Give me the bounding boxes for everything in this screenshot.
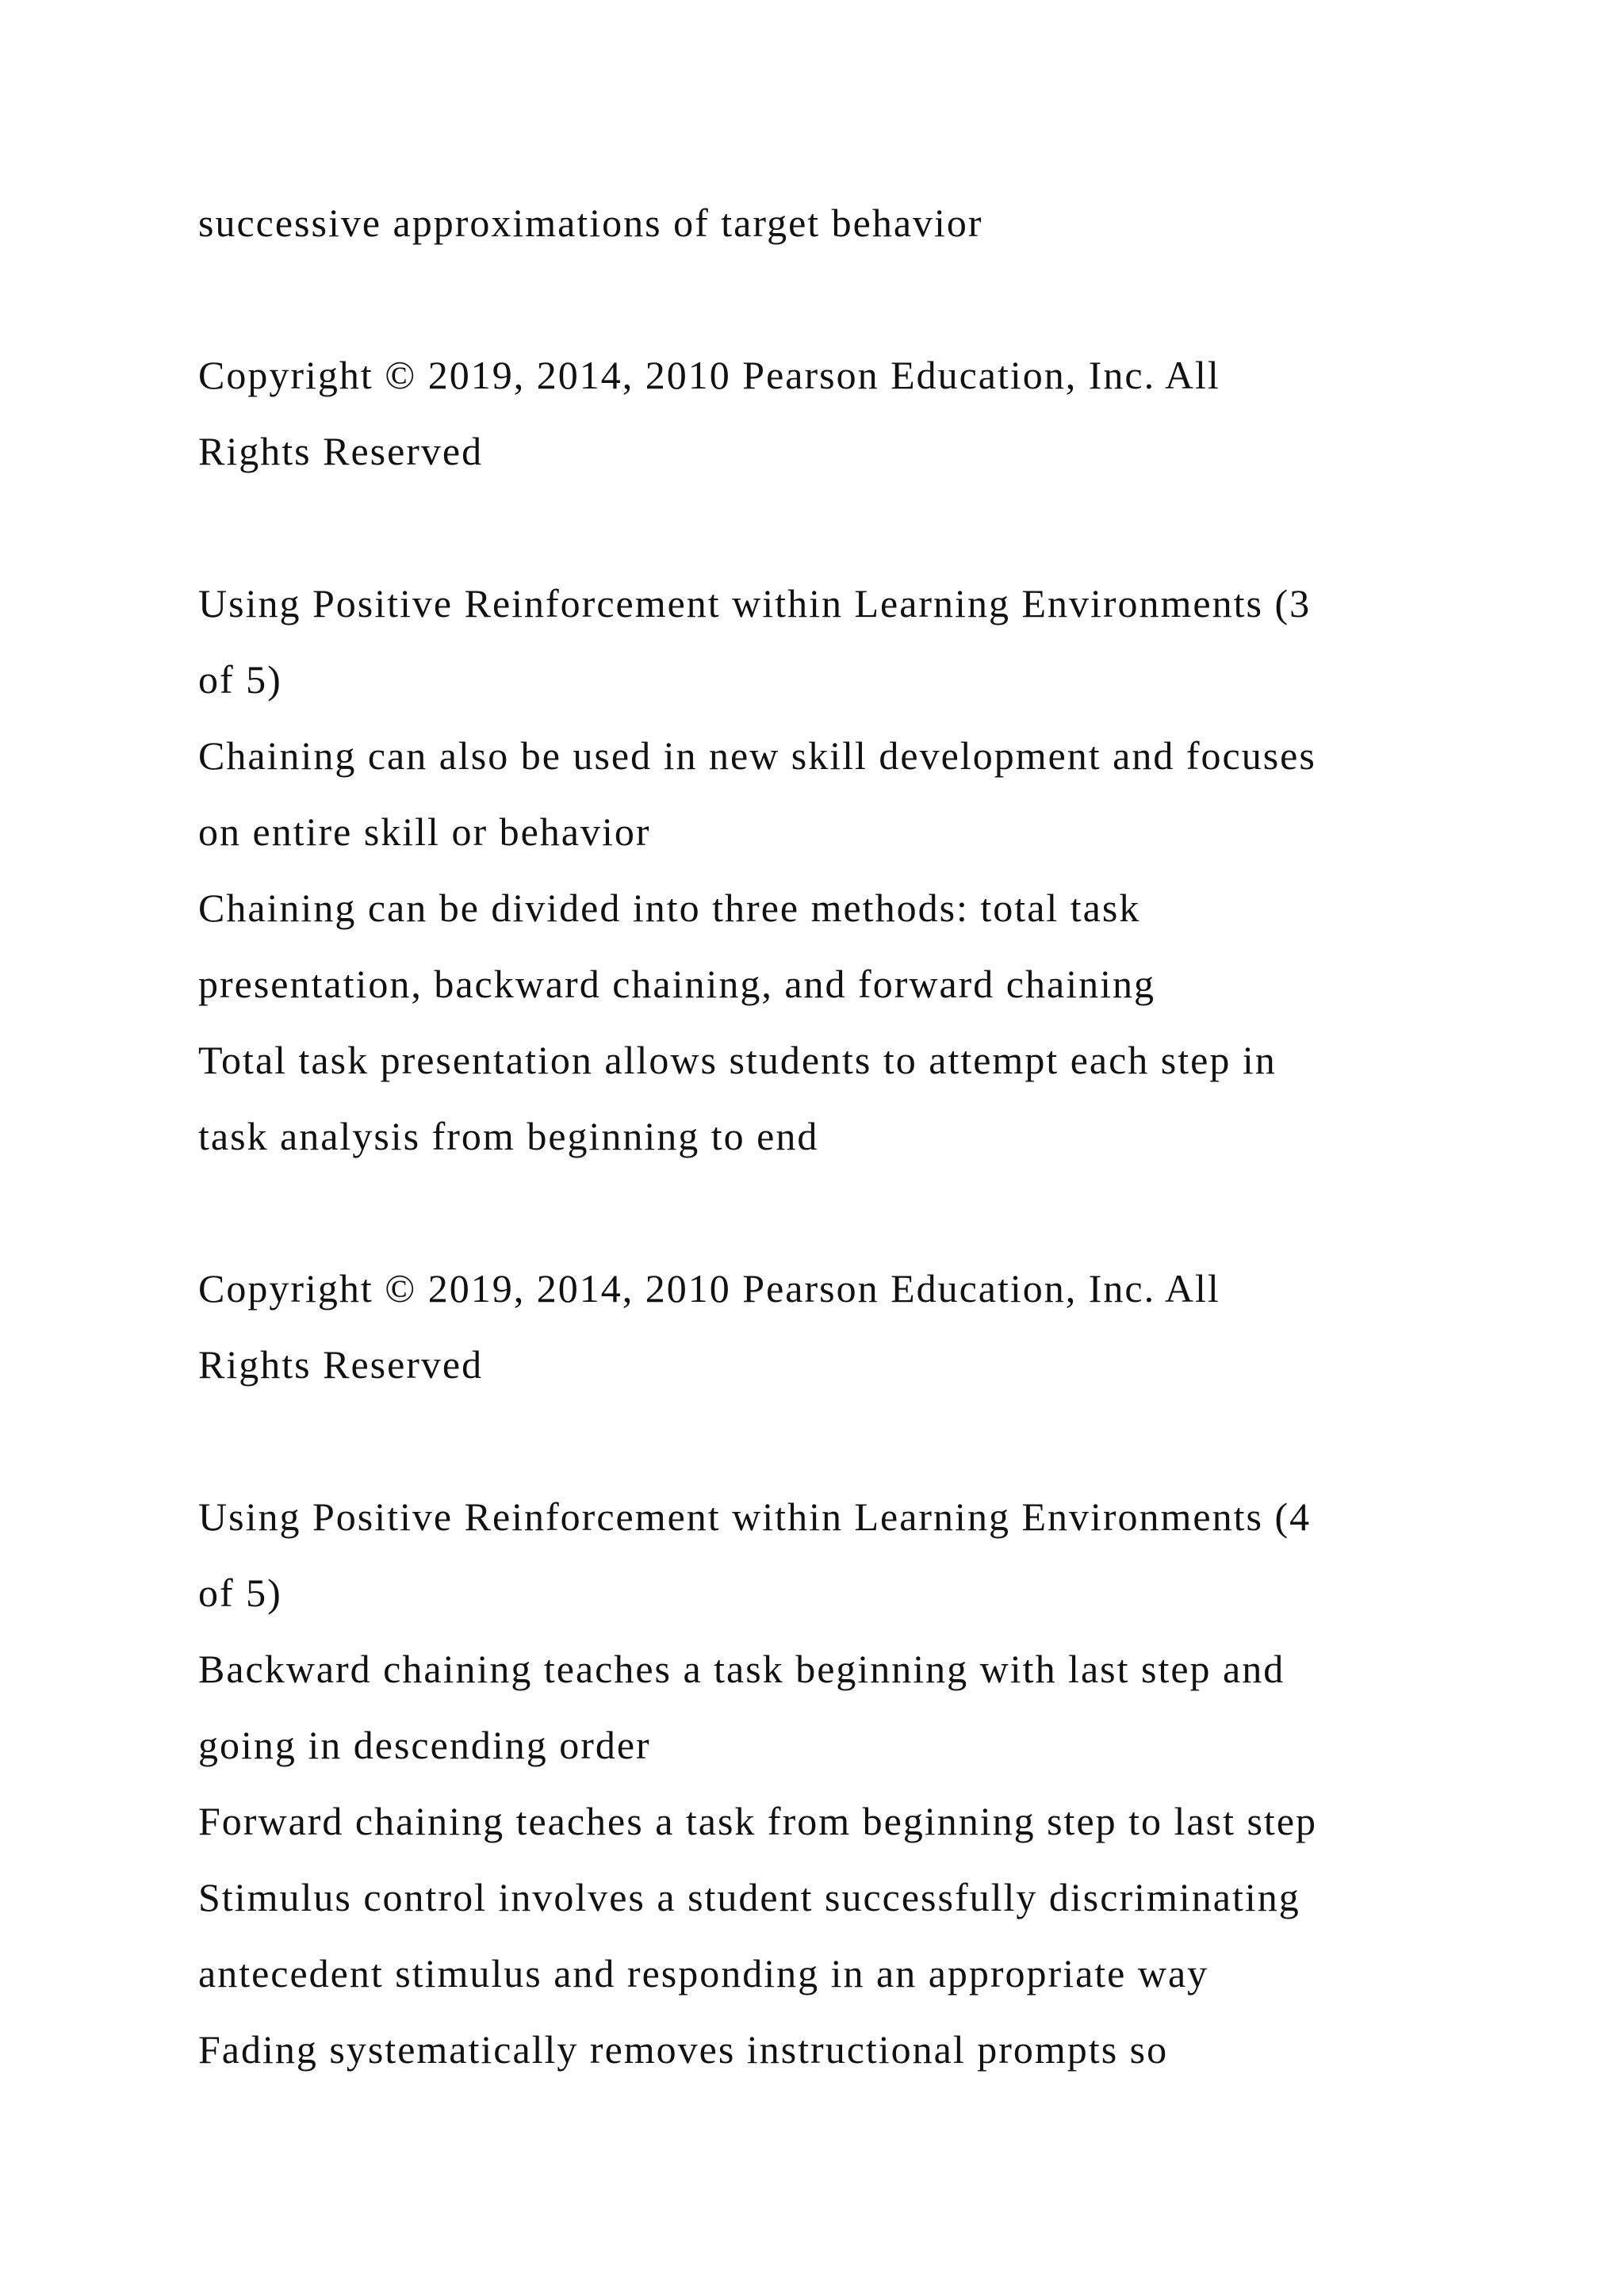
copyright-line: Rights Reserved xyxy=(198,1342,484,1387)
copyright-line: Copyright © 2019, 2014, 2010 Pearson Education, Inc. All xyxy=(198,1266,1220,1311)
document-text-column xyxy=(198,185,1507,2087)
text-line: Chaining can also be used in new skill development and focuses xyxy=(198,733,1316,778)
text-line: on entire skill or behavior xyxy=(198,809,651,854)
text-line: task analysis from beginning to end xyxy=(198,1114,819,1158)
text-line: successive approximations of target behavior xyxy=(198,201,983,245)
text-line: going in descending order xyxy=(198,1723,651,1767)
text-line: Chaining can be divided into three methods: total task xyxy=(198,886,1141,930)
section-heading: Using Positive Reinforcement within Learning Environments (4 xyxy=(198,1494,1312,1539)
text-line: Total task presentation allows students to attempt each step in xyxy=(198,1038,1277,1082)
text-line: Forward chaining teaches a task from beginning step to last step xyxy=(198,1799,1318,1843)
blank-line xyxy=(198,1174,1507,1250)
section-heading: Using Positive Reinforcement within Learning Environments (3 xyxy=(198,581,1312,626)
blank-line xyxy=(198,261,1507,337)
text-line: Stimulus control involves a student successfully discriminating xyxy=(198,1875,1300,1919)
text-line: antecedent stimulus and responding in an appropriate way xyxy=(198,1951,1209,1996)
copyright-line: Copyright © 2019, 2014, 2010 Pearson Education, Inc. All xyxy=(198,353,1220,397)
section-heading: of 5) xyxy=(198,657,282,702)
blank-line xyxy=(198,489,1507,565)
section-heading: of 5) xyxy=(198,1571,282,1615)
text-line: Backward chaining teaches a task beginning with last step and xyxy=(198,1647,1285,1691)
text-line: Fading systematically removes instructional prompts so xyxy=(198,2027,1169,2072)
copyright-line: Rights Reserved xyxy=(198,429,484,473)
text-line: presentation, backward chaining, and forward chaining xyxy=(198,962,1155,1006)
blank-line xyxy=(198,1402,1507,1479)
